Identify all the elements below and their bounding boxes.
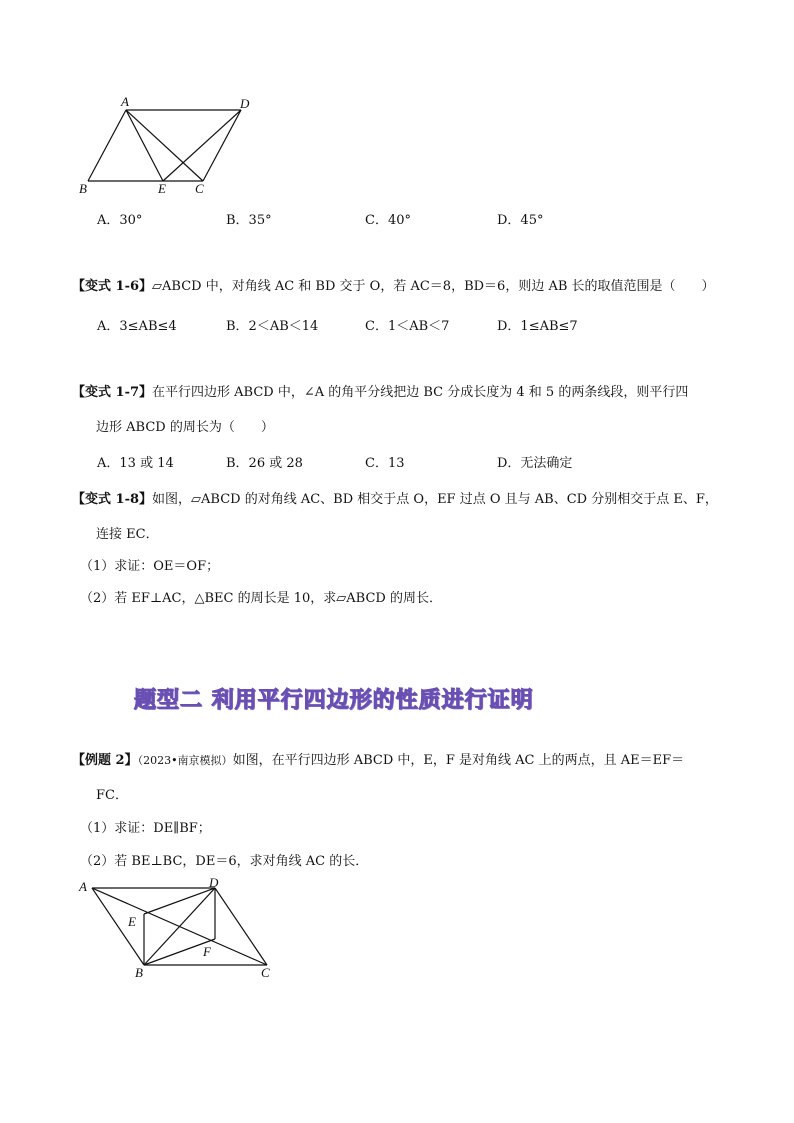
v17-option-b: B．26 或 28 [226, 456, 303, 471]
variant-1-8-tag: 【变式 1-8】 [72, 492, 153, 507]
label-e: E [158, 181, 166, 196]
variant-1-6-question [72, 278, 715, 296]
v16-option-c: C．1＜AB＜7 [365, 319, 450, 334]
segment-ae [126, 110, 163, 181]
v16-option-a: A．3≤AB≤4 [97, 319, 177, 334]
label-b: B [79, 181, 87, 196]
section-heading: 题型二 利用平行四边形的性质进行证明 [134, 688, 534, 713]
variant-1-7-tag: 【变式 1-7】 [72, 385, 153, 400]
figure-parallelogram-1 [70, 92, 270, 202]
side-dc [203, 110, 241, 181]
label-d: D [209, 876, 219, 890]
label-b: B [135, 965, 143, 980]
variant-1-6-text: ▱ABCD 中，对角线 AC 和 BD 交于 O，若 AC＝8，BD＝6，则边 AB 长的取值范围是（ ） [152, 279, 715, 294]
example-2-sub1: （1）求证：DE∥BF； [80, 821, 211, 836]
v17-option-a: A．13 或 14 [97, 456, 174, 471]
variant-1-7-question-line1 [72, 384, 688, 402]
example-2-sub2: （2）若 BE⊥BC，DE＝6，求对角线 AC 的长． [80, 854, 369, 869]
label-e: E [128, 914, 136, 929]
variant-1-8-text1: 如图，▱ABCD 的对角线 AC、BD 相交于点 O，EF 过点 O 且与 AB、CD 分别相交于点 E、F， [152, 492, 718, 507]
variant-1-6-tag: 【变式 1-6】 [72, 279, 153, 294]
example-2-question-line1 [72, 752, 684, 770]
label-d: D [240, 96, 250, 111]
figure-parallelogram-2 [74, 876, 284, 984]
v17-option-d: D．无法确定 [497, 456, 573, 471]
label-a: A [121, 94, 129, 109]
variant-1-8-sub2: （2）若 EF⊥AC，△BEC 的周长是 10，求▱ABCD 的周长． [80, 591, 442, 606]
v16-option-b: B．2＜AB＜14 [226, 319, 319, 334]
label-f: F [203, 944, 211, 959]
example-2-text2: FC． [96, 788, 128, 803]
side-ab [88, 110, 126, 181]
v17-option-c: C．13 [365, 456, 405, 471]
variant-1-7-text1: 在平行四边形 ABCD 中，∠A 的角平分线把边 BC 分成长度为 4 和 5 的两条线段，则平行四 [152, 385, 689, 400]
segment-ac [126, 110, 203, 181]
variant-1-7-text2: 边形 ABCD 的周长为（ ） [96, 420, 274, 435]
example-2-source: （2023•南京模拟） [137, 754, 233, 767]
variant-1-8-text2: 连接 EC． [96, 527, 159, 542]
v16-option-d: D．1≤AB≤7 [497, 319, 578, 334]
label-a: A [79, 879, 87, 894]
q1-option-d: D．45° [497, 213, 544, 228]
segment-de [163, 110, 241, 181]
example-2-text1: 如图，在平行四边形 ABCD 中，E，F 是对角线 AC 上的两点，且 AE＝EF＝ [232, 753, 685, 768]
example-2-tag: 【例题 2】 [72, 753, 138, 768]
segment-de [144, 888, 215, 914]
variant-1-8-question-line1 [72, 491, 718, 509]
q1-option-c: C．40° [365, 213, 411, 228]
label-c: C [261, 965, 270, 980]
variant-1-8-sub1: （1）求证：OE＝OF； [80, 559, 220, 574]
q1-option-a: A．30° [97, 213, 143, 228]
label-c: C [195, 181, 204, 196]
q1-option-b: B．35° [226, 213, 272, 228]
